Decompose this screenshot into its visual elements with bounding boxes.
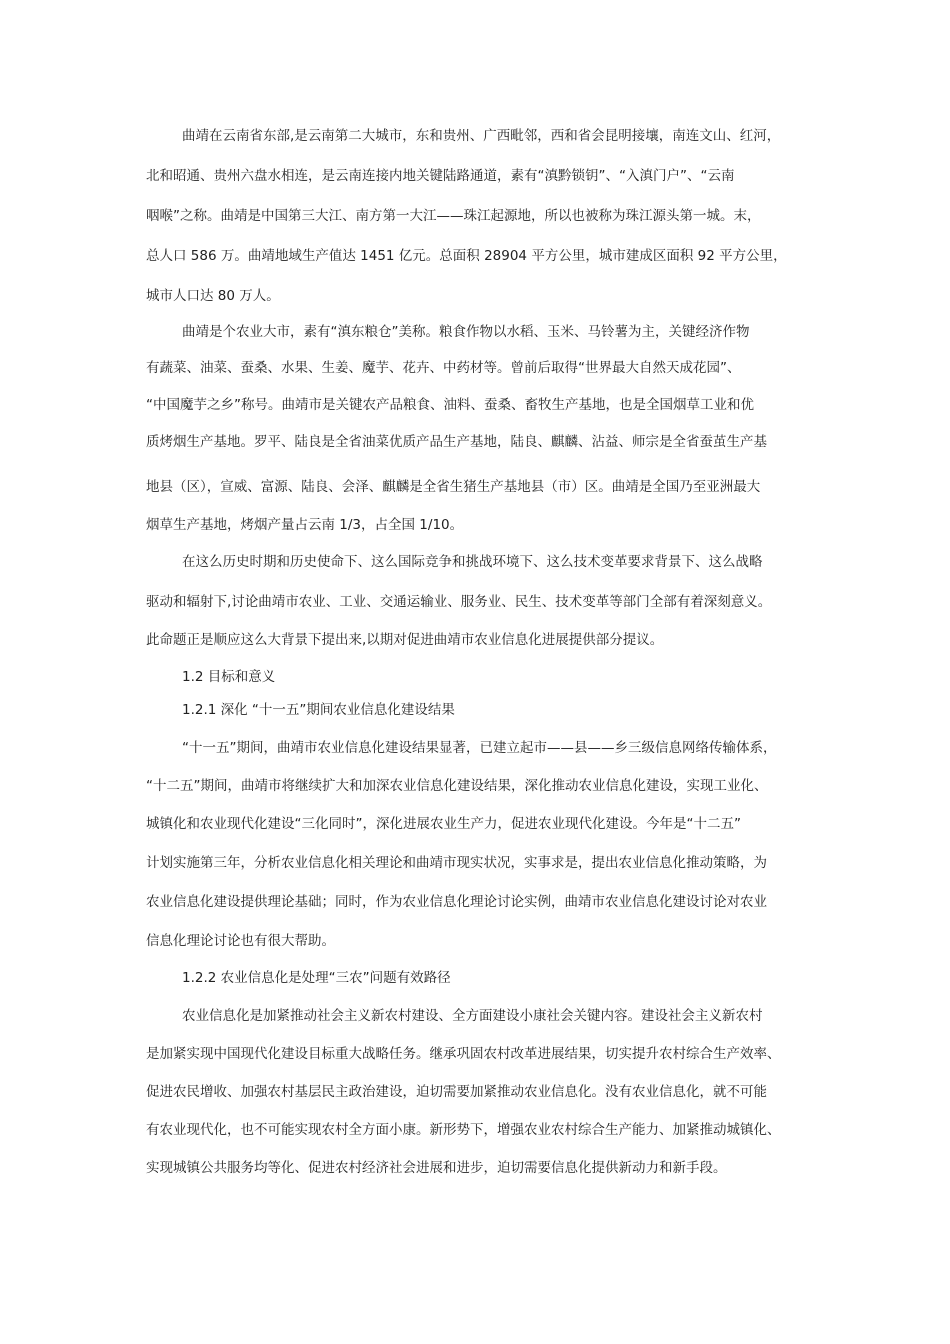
paragraph-line: 有蔬菜、油菜、蚕桑、水果、生姜、魔芋、花卉、中药材等。曾前后取得“世界最大自然天成花园”、: [146, 360, 741, 376]
subsection-heading: 1.2.1 深化 “十一五”期间农业信息化建设结果: [182, 702, 455, 718]
paragraph-line: 曲靖在云南省东部,是云南第二大城市，东和贵州、广西毗邻，西和省会昆明接壤，南连文山、红河，: [182, 128, 781, 144]
paragraph-line: 农业信息化是加紧推动社会主义新农村建设、全方面建设小康社会关键内容。建设社会主义新农村: [182, 1008, 763, 1024]
paragraph-line: 驱动和辐射下,讨论曲靖市农业、工业、交通运输业、服务业、民生、技术变革等部门全部有着深刻意义。: [146, 594, 772, 610]
paragraph-line: 此命题正是顺应这么大背景下提出来,以期对促进曲靖市农业信息化进展提供部分提议。: [146, 632, 664, 648]
paragraph-line: 北和昭通、贵州六盘水相连，是云南连接内地关键陆路通道，素有“滇黔锁钥”、“入滇门户”、“云南: [146, 168, 735, 184]
paragraph-line: “十一五”期间，曲靖市农业信息化建设结果显著，已建立起市——县——乡三级信息网络传输体系，: [182, 740, 777, 756]
subsection-heading: 1.2.2 农业信息化是处理“三农”问题有效路径: [182, 970, 451, 986]
paragraph-line: 有农业现代化，也不可能实现农村全方面小康。新形势下，增强农业农村综合生产能力、加紧推动城镇化、: [146, 1122, 781, 1138]
paragraph-line: 城镇化和农业现代化建设“三化同时”，深化进展农业生产力，促进农业现代化建设。今年是“十二五”: [146, 816, 741, 832]
paragraph-line: 是加紧实现中国现代化建设目标重大战略任务。继承巩固农村改革进展结果，切实提升农村综合生产效率、: [146, 1046, 781, 1062]
paragraph-line: 地县（区），宣威、富源、陆良、会泽、麒麟是全省生猪生产基地县（市）区。曲靖是全国乃至亚洲最大: [146, 479, 761, 495]
paragraph-line: 质烤烟生产基地。罗平、陆良是全省油菜优质产品生产基地，陆良、麒麟、沾益、师宗是全省蚕茧生产基: [146, 434, 767, 450]
paragraph-line: 实现城镇公共服务均等化、促进农村经济社会进展和进步，迫切需要信息化提供新动力和新手段。: [146, 1160, 727, 1176]
paragraph-line: 在这么历史时期和历史使命下、这么国际竞争和挑战环境下、这么技术变革要求背景下、这么战略: [182, 554, 763, 570]
section-heading: 1.2 目标和意义: [182, 669, 276, 685]
paragraph-line: 咽喉”之称。曲靖是中国第三大江、南方第一大江——珠江起源地，所以也被称为珠江源头第一城。末，: [146, 208, 761, 224]
paragraph-line: 曲靖是个农业大市，素有“滇东粮仓”美称。粮食作物以水稻、玉米、马铃薯为主，关键经济作物: [182, 324, 750, 340]
paragraph-line: 城市人口达 80 万人。: [146, 288, 280, 304]
paragraph-line: 农业信息化建设提供理论基础；同时，作为农业信息化理论讨论实例，曲靖市农业信息化建设讨论对农业: [146, 894, 767, 910]
paragraph-line: 计划实施第三年，分析农业信息化相关理论和曲靖市现实状况，实事求是，提出农业信息化推动策略，为: [146, 855, 767, 871]
paragraph-line: “十二五”期间，曲靖市将继续扩大和加深农业信息化建设结果，深化推动农业信息化建设，实现工业化、: [146, 778, 768, 794]
paragraph-line: 烟草生产基地，烤烟产量占云南 1/3，占全国 1/10。: [146, 517, 464, 533]
paragraph-line: 总人口 586 万。曲靖地域生产值达 1451 亿元。总面积 28904 平方公里，城市建成区面积 92 平方公里，: [146, 248, 787, 264]
paragraph-line: 信息化理论讨论也有很大帮助。: [146, 933, 335, 949]
paragraph-line: 促进农民增收、加强农村基层民主政治建设，迫切需要加紧推动农业信息化。没有农业信息化，就不可能: [146, 1084, 767, 1100]
paragraph-line: “中国魔芋之乡”称号。曲靖市是关键农产品粮食、油料、蚕桑、畜牧生产基地，也是全国烟草工业和优: [146, 397, 754, 413]
